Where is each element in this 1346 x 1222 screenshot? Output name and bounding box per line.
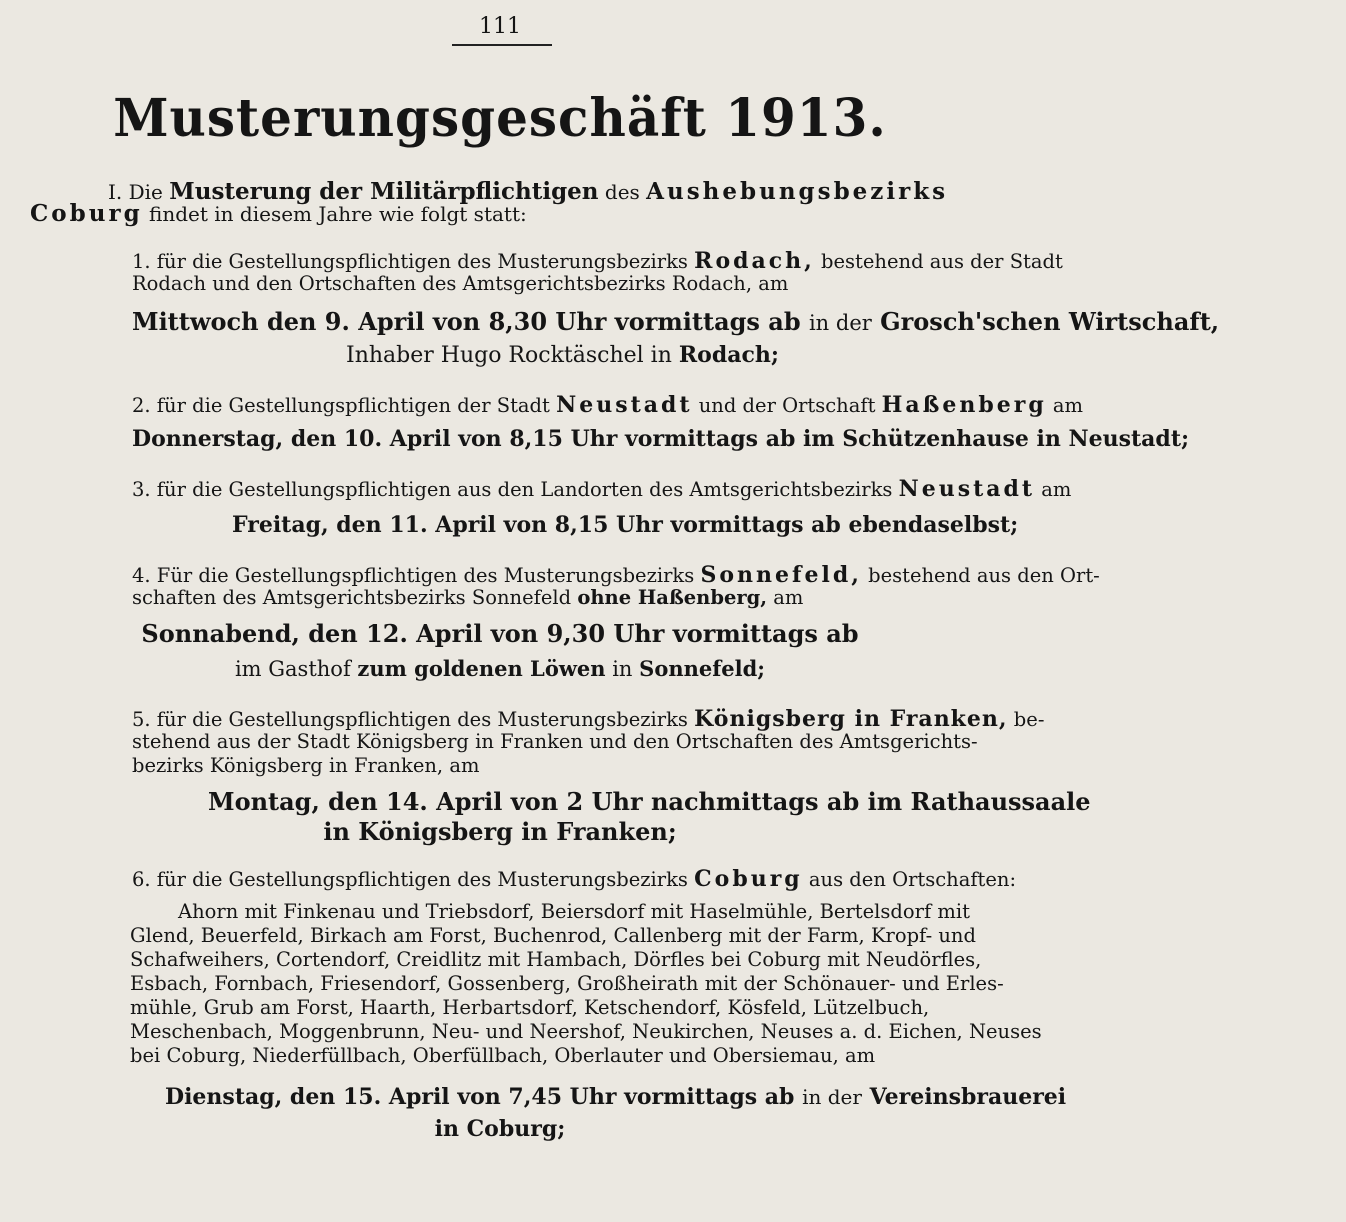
section-i-bezirk: Aushebungsbezirks	[646, 178, 949, 205]
item2-date: Donnerstag, den 10. April von 8,15 Uhr vormittags ab im Schützenhause in	[132, 426, 1061, 452]
item2-line-1	[132, 392, 1132, 418]
item5-place-line: in Königsberg in Franken;	[323, 817, 677, 846]
item3-line-1	[132, 476, 1132, 502]
item4-date-line: Sonnabend, den 12. April von 9,30 Uhr vormittags ab	[141, 619, 859, 648]
item6-text-a: 6. für die Gestellungspflichtigen des Musterungsbezirks	[132, 868, 688, 891]
item4-line-2	[132, 586, 1132, 609]
section-i-rest: findet in diesem Jahre wie folgt statt:	[149, 202, 527, 226]
item4-line-1	[132, 562, 1132, 588]
item1-venue: Grosch'schen Wirtschaft,	[880, 307, 1220, 336]
item5-line-3: bezirks Königsberg in Franken, am	[132, 754, 480, 777]
item3-text-a: 3. für die Gestellungspflichtigen aus den Landorten des Amtsgerichtsbezirks	[132, 478, 893, 501]
item6-in-der: in der	[802, 1085, 862, 1109]
item4-text-c: bestehend aus den Ort-	[868, 564, 1100, 587]
item6-names-6: bei Coburg, Niederfüllbach, Oberfüllbach, Oberlauter und Obersiemau, am	[130, 1044, 876, 1067]
item4-place-end: Sonnefeld;	[639, 656, 766, 681]
item2-place-neustadt: Neustadt	[556, 392, 693, 418]
item1-line-1	[132, 248, 1132, 274]
item2-text-a: 2. für die Gestellungspflichtigen der Stadt	[132, 394, 550, 417]
item4-venue: zum goldenen Löwen	[357, 656, 606, 681]
document-title: Musterungsgeschäft 1913.	[113, 86, 887, 149]
section-marker: I.	[108, 180, 123, 204]
item4-am: am	[773, 586, 804, 609]
page-number: 111	[479, 14, 521, 39]
section-i-line-2	[30, 200, 940, 228]
item5-venue: Rathaussaale	[910, 787, 1091, 816]
item2-place-end: Neustadt;	[1068, 426, 1190, 452]
item4-gasthof: Gasthof	[268, 657, 351, 681]
item1-date-line	[132, 307, 1220, 337]
item5-date: Montag, den 14. April von 2 Uhr nachmittags ab im	[208, 787, 903, 816]
item1-date: Mittwoch den 9. April von 8,30 Uhr vormittags ab	[132, 307, 801, 336]
page-number-rule	[452, 44, 552, 46]
item1-line-2: Rodach und den Ortschaften des Amtsgerichtsbezirks Rodach, am	[132, 272, 789, 295]
item1-place-end: Rodach;	[678, 342, 779, 368]
item6-date: Dienstag, den 15. April von 7,45 Uhr vormittags ab	[165, 1084, 795, 1110]
item4-place-sonnefeld: Sonnefeld,	[700, 562, 862, 588]
item1-place-rodach: Rodach,	[694, 248, 815, 274]
item6-text-c: aus den Ortschaften:	[808, 868, 1017, 891]
item1-owner: Inhaber Hugo Rocktäschel in	[346, 343, 672, 368]
item3-am: am	[1041, 478, 1072, 501]
item5-line-2: stehend aus der Stadt Königsberg in Franken und den Ortschaften des Amtsgerichts-	[132, 730, 978, 753]
item2-date-line	[132, 426, 1190, 452]
item4-im: im	[234, 657, 262, 681]
item4-venue-line	[20, 656, 980, 682]
item1-text-c: bestehend aus der Stadt	[821, 250, 1063, 273]
section-i-coburg: Coburg	[30, 200, 143, 227]
item4-text-a: 4. Für die Gestellungspflichtigen des Musterungsbezirks	[132, 564, 695, 587]
item4-in: in	[612, 657, 633, 681]
item6-names-4: mühle, Grub am Forst, Haarth, Herbartsdorf, Ketschendorf, Kösfeld, Lützelbuch,	[130, 996, 930, 1019]
section-i-die: Die	[128, 180, 163, 204]
item6-place-line: in Coburg;	[434, 1116, 566, 1142]
item5-line-1	[132, 706, 1132, 732]
item5-place-koenigsberg: Königsberg in Franken,	[694, 706, 1008, 732]
item1-text-a: 1. für die Gestellungspflichtigen des Musterungsbezirks	[132, 250, 688, 273]
item6-names-2: Schafweihers, Cortendorf, Creidlitz mit Hambach, Dörfles bei Coburg mit Neudörfles,	[130, 948, 982, 971]
item5-date-line	[208, 788, 1208, 817]
section-i-musterung: Musterung der Militärpflichtigen	[169, 178, 599, 205]
item5-text-c: be-	[1013, 708, 1045, 731]
item1-owner-line	[346, 342, 1346, 369]
item6-venue: Vereinsbrauerei	[869, 1084, 1067, 1110]
item3-date-line: Freitag, den 11. April von 8,15 Uhr vormittags ab ebendaselbst;	[232, 512, 1019, 538]
item6-line-1	[132, 866, 1132, 892]
item6-date-line	[165, 1084, 1165, 1110]
item4-exception: ohne Haßenberg,	[577, 586, 768, 609]
item4-text-2a: schaften des Amtsgerichtsbezirks Sonnefeld	[132, 586, 572, 609]
item6-names-1: Glend, Beuerfeld, Birkach am Forst, Buchenrod, Callenberg mit der Farm, Kropf- und	[130, 924, 976, 947]
item2-am: am	[1052, 394, 1084, 417]
item2-place-hassenberg: Haßenberg	[881, 392, 1047, 418]
item2-text-c: und der Ortschaft	[698, 394, 876, 417]
item6-names-3: Esbach, Fornbach, Friesendorf, Gossenberg, Großheirath mit der Schönauer- und Erles-	[130, 972, 1004, 995]
section-i-des: des	[604, 180, 640, 204]
item5-text-a: 5. für die Gestellungspflichtigen des Musterungsbezirks	[132, 708, 688, 731]
item6-place-coburg: Coburg	[694, 866, 803, 892]
item3-place-neustadt: Neustadt	[898, 476, 1036, 502]
item6-names-0: Ahorn mit Finkenau und Triebsdorf, Beiersdorf mit Haselmühle, Bertelsdorf mit	[178, 900, 970, 923]
item6-names-5: Meschenbach, Moggenbrunn, Neu- und Neershof, Neukirchen, Neuses a. d. Eichen, Neuses	[130, 1020, 1042, 1043]
item1-in-der: in der	[808, 311, 872, 335]
